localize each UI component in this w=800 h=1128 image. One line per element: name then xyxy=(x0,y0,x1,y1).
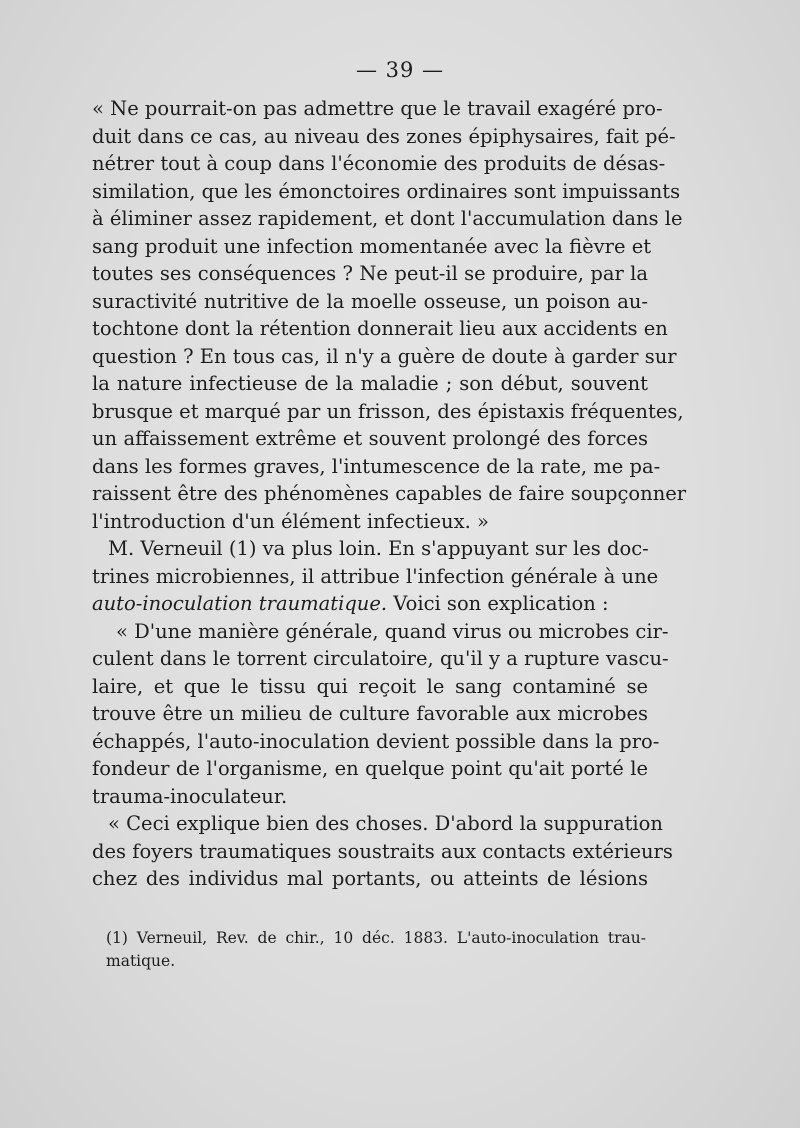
text-line: trines microbiennes, il attribue l'infection générale à une xyxy=(92,564,659,588)
text-line: chez des individus mal portants, ou atteints de lésions xyxy=(92,867,648,890)
text-line: la nature infectieuse de la maladie ; son début, souvent xyxy=(92,372,648,395)
text-line: suractivité nutritive de la moelle osseuse, un poison au- xyxy=(92,289,648,313)
text-line: dans les formes graves, l'intumescence de la rate, me pa- xyxy=(92,454,661,478)
text-line: un affaissement extrême et souvent prolongé des forces xyxy=(92,427,648,450)
text-line: tochtone dont la rétention donnerait lieu aux accidents en xyxy=(92,317,668,340)
text-line: question ? En tous cas, il n'y a guère de doute à garder sur xyxy=(92,344,677,368)
text-line: M. Verneuil (1) va plus loin. En s'appuyant sur les doc- xyxy=(108,537,649,560)
text-line: l'introduction d'un élément infectieux. » xyxy=(92,509,489,533)
text-line: à éliminer assez rapidement, et dont l'accumulation dans le xyxy=(92,207,683,230)
italic-term: auto-inoculation traumatique. xyxy=(92,592,388,615)
text-line: similation, que les émonctoires ordinaires sont impuissants xyxy=(92,179,681,203)
page-number: — 39 — xyxy=(355,58,445,82)
footnotes xyxy=(106,927,646,973)
text-line: trauma-inoculateur. xyxy=(92,784,288,808)
text-line xyxy=(92,590,648,618)
text-line: « D'une manière générale, quand virus ou microbes cir- xyxy=(116,619,669,643)
footnote-line: matique. xyxy=(106,952,176,970)
text-fragment: Voici son explication : xyxy=(387,592,609,615)
text-line: laire, et que le tissu qui reçoit le sang contaminé se xyxy=(92,674,648,698)
text-line: échappés, l'auto-inoculation devient possible dans la pro- xyxy=(92,729,660,753)
text-line: raissent être des phénomènes capables de faire soupçonner xyxy=(92,482,687,505)
text-line: brusque et marqué par un frisson, des épistaxis fréquentes, xyxy=(92,399,684,423)
text-line: « Ceci explique bien des choses. D'abord la suppuration xyxy=(108,812,663,835)
text-line: trouve être un milieu de culture favorable aux microbes xyxy=(92,702,648,725)
text-line: culent dans le torrent circulatoire, qu'il y a rupture vascu- xyxy=(92,647,669,670)
text-line: sang produit une infection momentanée avec la fièvre et xyxy=(92,234,652,258)
footnote-line: (1) Verneuil, Rev. de chir., 10 déc. 1883. L'auto-inoculation trau- xyxy=(106,929,646,947)
text-line: nétrer tout à coup dans l'économie des produits de désas- xyxy=(92,152,666,175)
text-line: « Ne pourrait-on pas admettre que le travail exagéré pro- xyxy=(92,97,663,120)
body-text xyxy=(92,95,687,893)
text-line: toutes ses conséquences ? Ne peut-il se produire, par la xyxy=(92,262,648,285)
text-line: fondeur de l'organisme, en quelque point qu'ait porté le xyxy=(92,757,648,780)
text-line: des foyers traumatiques soustraits aux contacts extérieurs xyxy=(92,839,673,863)
text-line: duit dans ce cas, au niveau des zones épiphysaires, fait pé- xyxy=(92,124,676,148)
